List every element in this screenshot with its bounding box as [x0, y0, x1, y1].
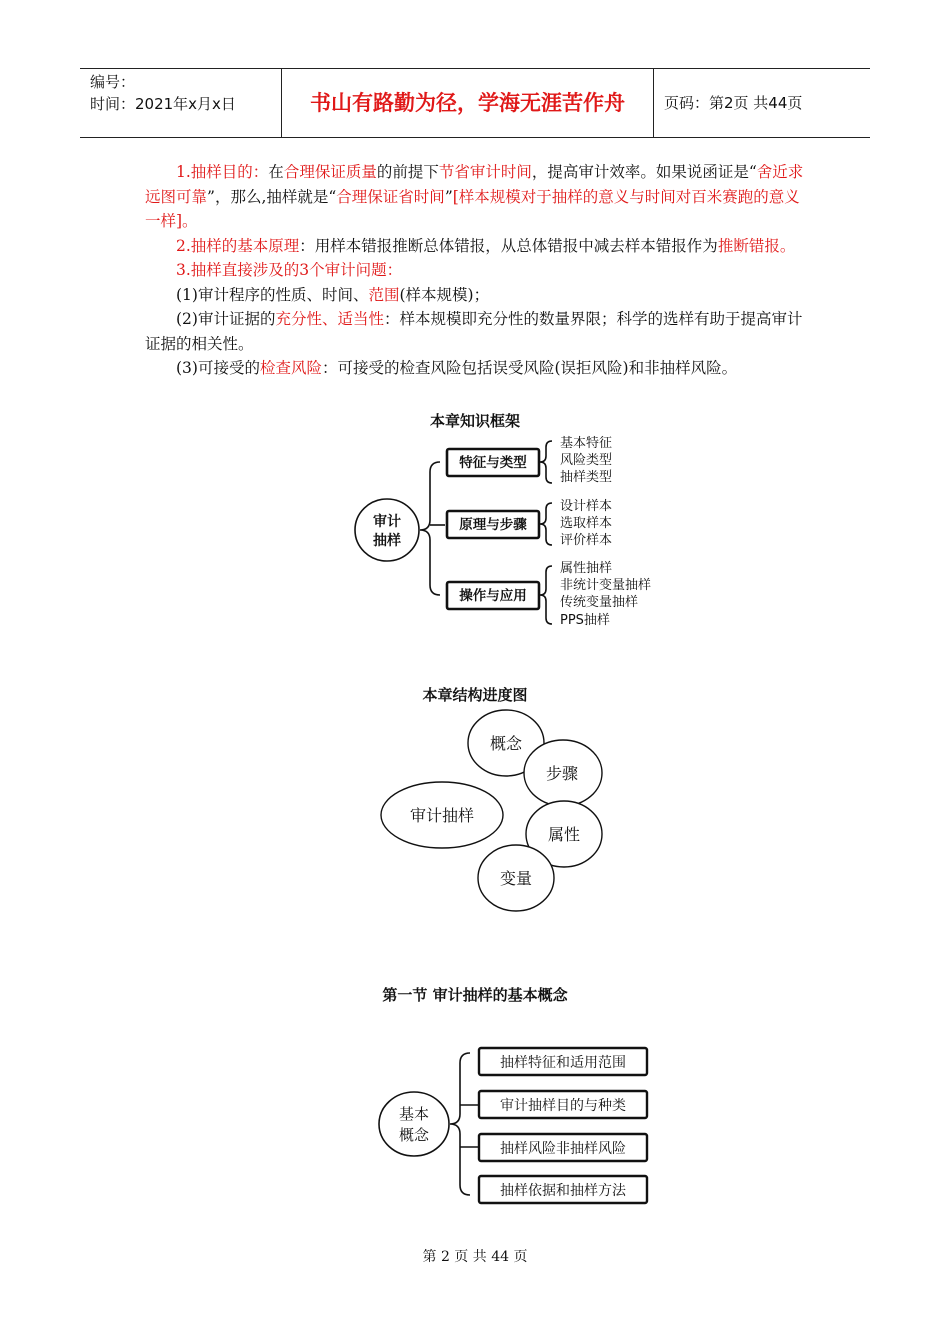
framework-item: 传统变量抽样 [560, 595, 639, 610]
paragraph-issue-3: (3)可接受的检查风险：可接受的检查风险包括误受风险(误拒风险)和非抽样风险。 [176, 359, 738, 377]
framework-main-brace [420, 462, 440, 595]
section-item-label: 抽样风险非抽样风险 [500, 1141, 626, 1157]
framework-group-label-3: 操作与应用 [459, 588, 527, 604]
framework-brace-2 [540, 503, 552, 545]
framework-item: 设计样本 [560, 499, 613, 514]
progress-main-label: 审计抽样 [409, 806, 475, 825]
section-brace [450, 1053, 470, 1195]
header-page-info: 页码：第2页 共44页 [664, 94, 803, 112]
framework-group-label-1: 特征与类型 [459, 455, 527, 471]
section-root-node [379, 1092, 449, 1156]
framework-item: PPS抽样 [560, 613, 610, 628]
progress-bubble-label: 步骤 [545, 764, 579, 783]
header-motto: 书山有路勤为径，学海无涯苦作舟 [282, 69, 654, 137]
framework-brace-3 [540, 566, 552, 624]
time-label: 时间：2021年x月x日 [90, 95, 236, 113]
paragraph-principle: 2.抽样的基本原理：用样本错报推断总体错报，从总体错报中减去样本错报作为推断错报。 [176, 236, 796, 255]
framework-item: 非统计变量抽样 [560, 578, 652, 593]
framework-root-label-1: 审计 [373, 514, 401, 530]
paragraph-three-issues: 3.抽样直接涉及的3个审计问题： [176, 261, 403, 279]
framework-item: 评价样本 [560, 533, 613, 548]
framework-item: 选取样本 [560, 516, 613, 531]
framework-root-label-2: 抽样 [373, 533, 401, 549]
section-root-label-1: 基本 [398, 1105, 430, 1123]
progress-bubble-label: 变量 [499, 869, 533, 888]
page-footer: 第 2 页 共 44 页 [422, 1249, 528, 1265]
progress-bubble-label: 概念 [489, 734, 523, 753]
section-root-label-2: 概念 [398, 1126, 430, 1144]
paragraph-issue-1: (1)审计程序的性质、时间、范围(样本规模)； [176, 285, 490, 304]
paragraph-purpose: 1.抽样目的：在合理保证质量的前提下节省审计时间，提高审计效率。如果说函证是“舍近求远图可靠”，那么,抽样就是“合理保证省时间”[样本规模对于抽样的意义与时间对百米赛跑的意义一样]。 [145, 163, 804, 230]
framework-item: 风险类型 [560, 453, 613, 468]
section-item-label: 抽样特征和适用范围 [500, 1055, 626, 1071]
number-label: 编号： [90, 73, 136, 91]
framework-root-node [355, 499, 419, 561]
framework-group-label-2: 原理与步骤 [459, 517, 527, 533]
section-item-label: 抽样依据和抽样方法 [500, 1183, 626, 1199]
framework-item: 属性抽样 [560, 561, 613, 576]
progress-title: 本章结构进度图 [422, 686, 528, 704]
paragraph-issue-2: (2)审计证据的充分性、适当性：样本规模即充分性的数量界限；科学的选样有助于提高审计证据的相关性。 [145, 310, 803, 353]
framework-item: 基本特征 [560, 436, 613, 451]
framework-title: 本章知识框架 [429, 412, 520, 430]
framework-brace-1 [540, 441, 552, 483]
section-title: 第一节 审计抽样的基本概念 [382, 986, 568, 1004]
framework-item: 抽样类型 [560, 470, 613, 485]
section-item-label: 审计抽样目的与种类 [500, 1098, 626, 1114]
progress-bubble-label: 属性 [547, 825, 581, 844]
